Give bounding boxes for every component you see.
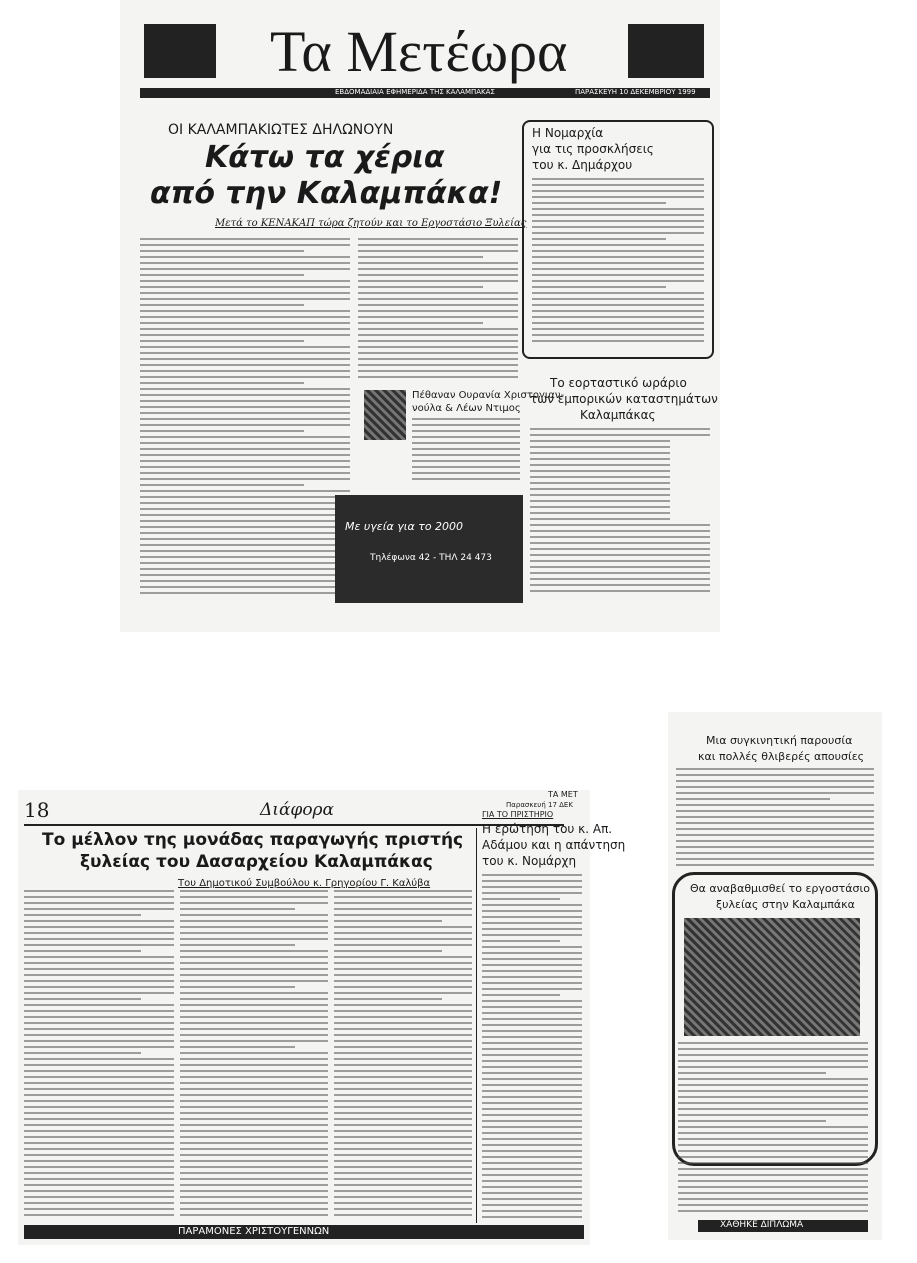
side-headline-line3: του κ. Νομάρχη <box>482 854 577 868</box>
side-headline-line2: Αδάμου και η απάντηση <box>482 838 626 852</box>
notice-title-line3: του κ. Δημάρχου <box>532 158 633 172</box>
ad-greeting-text: Με υγεία για το 2000 <box>345 520 464 533</box>
masthead-right-emblem <box>628 24 704 78</box>
obituary-photo <box>364 390 406 440</box>
shop-hours-title-line1: Το εορταστικό ωράριο <box>550 376 687 390</box>
column-rule <box>476 828 477 1223</box>
obituary-text <box>412 418 520 488</box>
side-article-text <box>482 874 582 1220</box>
obituary-title-line2: νούλα & Λέων Ντιμος <box>412 403 521 414</box>
top-article-text <box>676 768 874 873</box>
side-headline-line1: Η ερώτηση του κ. Απ. <box>482 822 613 836</box>
main-article-col1 <box>140 238 350 600</box>
main-headline-line2: από την Καλαμπάκα! <box>150 176 503 211</box>
article-col3 <box>334 890 472 1220</box>
masthead-strip-date: ΠΑΡΑΣΚΕΥΗ 10 ΔΕΚΕΜΒΡΙΟΥ 1999 <box>575 88 696 96</box>
masthead-title: Τα Μετέωρα <box>270 19 568 84</box>
notice-title-line2: για τις προσκλήσεις <box>532 142 654 156</box>
masthead-strip-center: ΕΒΔΟΜΑΔΙΑΙΑ ΕΦΗΜΕΡΙΔΑ ΤΗΣ ΚΑΛΑΜΠΑΚΑΣ <box>335 88 495 96</box>
box-article-text <box>678 1042 868 1222</box>
shop-hours-list <box>530 428 710 598</box>
corner-paper-name: ΤΑ ΜΕΤ <box>548 790 578 799</box>
byline: Του Δημοτικού Συμβούλου κ. Γρηγορίου Γ. Καλύβα <box>178 878 431 889</box>
article-col2 <box>180 890 328 1220</box>
footer-text: ΧΑΘΗΚΕ ΔΙΠΛΩΜΑ <box>720 1220 804 1230</box>
main-article-col2 <box>358 238 518 383</box>
article-col1 <box>24 890 174 1220</box>
notice-title-line1: Η Νομαρχία <box>532 126 604 140</box>
section-title: Διάφορα <box>260 800 335 820</box>
page-18-clipping <box>18 790 626 1245</box>
top-article-title-line2: και πολλές θλιβερές απουσίες <box>698 750 865 763</box>
masthead-left-emblem <box>144 24 216 78</box>
ad-phone-text: Τηλέφωνα 42 - ΤΗΛ 24 473 <box>370 553 492 563</box>
headline-kicker: ΟΙ ΚΑΛΑΜΠΑΚΙΩΤΕΣ ΔΗΛΩΝΟΥΝ <box>168 122 394 138</box>
obituary-title-line1: Πέθαναν Ουρανία Χριστογιαν- <box>412 390 565 401</box>
box-headline-line1: Θα αναβαθμισθεί το εργοστάσιο <box>690 882 870 895</box>
headline-line1: Το μέλλον της μονάδας παραγωγής πριστής <box>42 830 464 850</box>
corner-date: Παρασκευή 17 ΔΕΚ <box>506 801 573 809</box>
greeting-advertisement <box>335 495 523 603</box>
box-headline-line2: ξυλείας στην Καλαμπάκα <box>716 898 855 911</box>
shop-hours-title-line3: Καλαμπάκας <box>580 408 656 422</box>
front-page-clipping <box>120 0 720 632</box>
main-headline-line1: Κάτω τα χέρια <box>205 140 445 175</box>
top-article-title-line1: Μια συγκινητική παρουσία <box>706 734 853 747</box>
notice-text <box>532 178 704 350</box>
shop-hours-title-line2: των εμπορικών καταστημάτων <box>530 392 718 406</box>
headline-line2: ξυλείας του Δασαρχείου Καλαμπάκας <box>80 852 433 872</box>
main-subhead: Μετά το ΚΕΝΑΚΑΠ τώρα ζητούν και το Εργοστάσιο Ξυλείας <box>215 218 527 229</box>
factory-upgrade-clipping <box>668 712 882 1240</box>
side-kicker: ΓΙΑ ΤΟ ΠΡΙΣΤΗΡΙΟ <box>482 810 554 819</box>
factory-photo <box>684 918 860 1036</box>
page-number: 18 <box>24 798 50 822</box>
footer-text: ΠΑΡΑΜΟΝΕΣ ΧΡΙΣΤΟΥΓΕΝΝΩΝ <box>178 1226 330 1237</box>
